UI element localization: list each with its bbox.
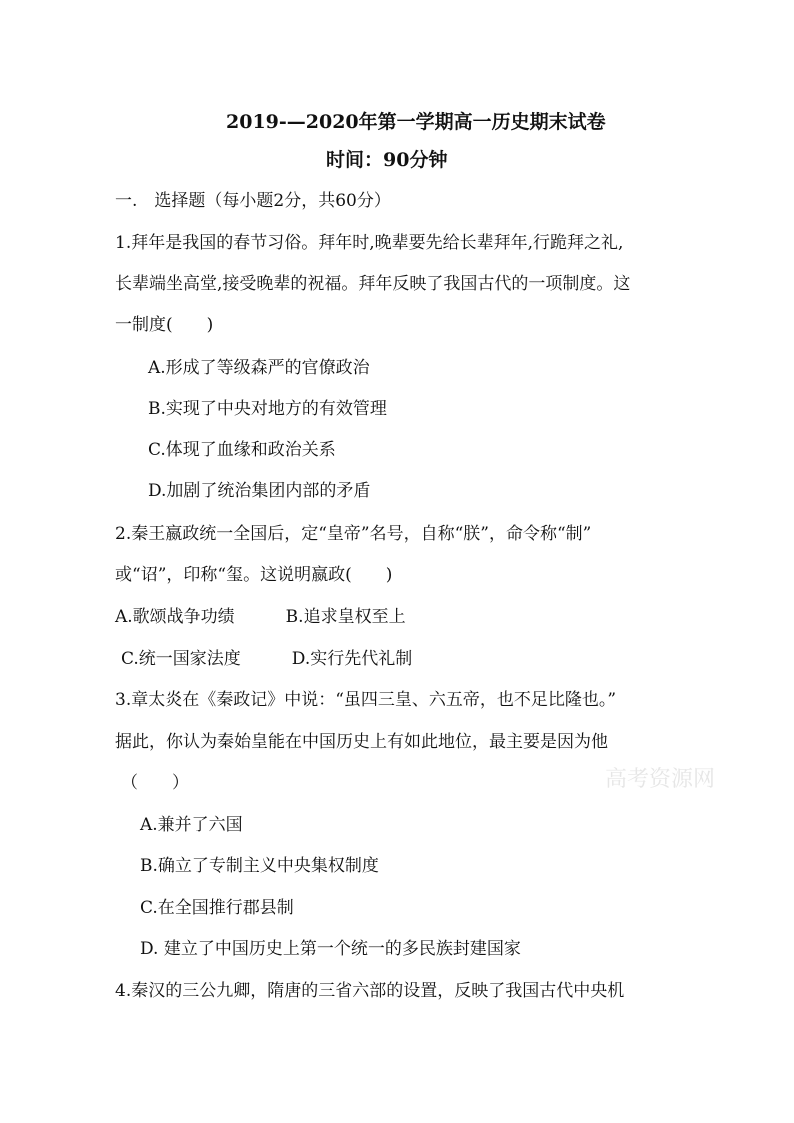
question-1-stem-line-1: 1.拜年是我国的春节习俗。拜年时,晚辈要先给长辈拜年,行跪拜之礼, [115,233,624,253]
question-1-option-b: B.实现了中央对地方的有效管理 [148,399,387,419]
question-4-stem-line-1: 4.秦汉的三公九卿，隋唐的三省六部的设置，反映了我国古代中央机 [115,981,625,1001]
question-3-stem-line-2: 据此，你认为秦始皇能在中国历史上有如此地位，最主要是因为他 [115,732,608,752]
question-1-option-a: A.形成了等级森严的官僚政治 [148,358,370,378]
question-3-option-c: C.在全国推行郡县制 [140,898,294,918]
question-3-stem-line-1: 3.章太炎在《秦政记》中说：“虽四三皇、六五帝，也不足比隆也。” [115,690,617,710]
question-2-options-row-2: C.统一国家法度 D.实行先代礼制 [121,649,413,669]
question-1-option-d: D.加剧了统治集团内部的矛盾 [148,481,371,501]
question-3-option-b: B.确立了专制主义中央集权制度 [140,856,379,876]
exam-time: 时间：90分钟 [326,149,448,171]
exam-title: 2019-—2020年第一学期高一历史期末试卷 [226,111,606,133]
question-3-option-a: A.兼并了六国 [140,815,243,835]
question-3-option-d: D. 建立了中国历史上第一个统一的多民族封建国家 [140,939,521,959]
question-2-stem-line-2: 或“诏”，印称“玺。这说明嬴政( ) [115,565,393,585]
question-2-stem-line-1: 2.秦王嬴政统一全国后，定“皇帝”名号，自称“朕”，命令称“制” [115,524,592,544]
question-1-stem-line-3: 一制度( ) [115,315,214,335]
question-1-stem-line-2: 长辈端坐高堂,接受晚辈的祝福。拜年反映了我国古代的一项制度。这 [115,274,631,294]
section-heading: 一. 选择题（每小题2分，共60分） [115,191,391,211]
watermark: 高考资源网 [605,767,716,792]
question-1-option-c: C.体现了血缘和政治关系 [148,440,336,460]
question-2-options-row-1: A.歌颂战争功绩 B.追求皇权至上 [115,607,406,627]
question-3-stem-line-3: （ ） [121,773,189,793]
